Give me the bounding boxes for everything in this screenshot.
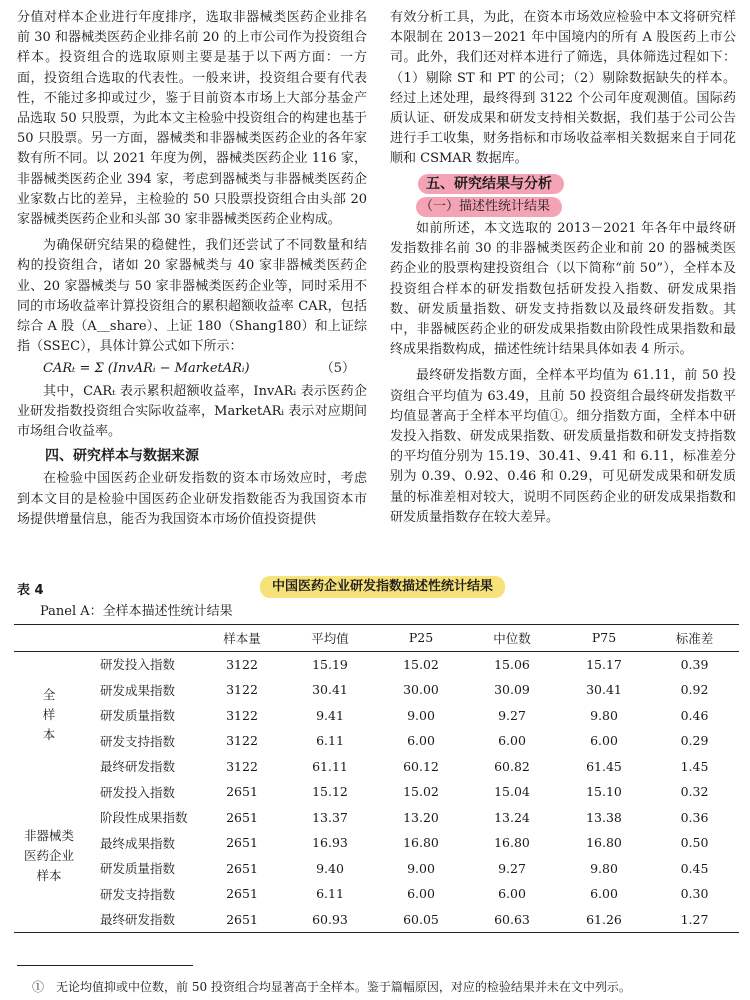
stats-table <box>14 624 739 933</box>
table-cell: 0.32 <box>680 784 709 800</box>
table-cell: 15.17 <box>586 656 622 672</box>
row-label: 研发投入指数 <box>100 784 176 800</box>
table-cell: 15.06 <box>494 656 530 672</box>
table-cell: 13.24 <box>494 809 530 825</box>
table-cell: 3122 <box>226 733 258 749</box>
table-cell: 16.80 <box>586 835 622 851</box>
right-column <box>390 8 736 528</box>
table-cell: 15.04 <box>494 784 530 800</box>
table-cell: 30.41 <box>586 682 622 698</box>
paragraph: 如前所述，本文选取的 2013－2021 年各年中最终研发指数排名前 30 的非器械类医药企业和前 20 的器械类医药企业的股票构建投资组合（以下简称“前 50”），全样本及投资组合样本的研发指数包括研发投入指数、研发成果指数、研发质量指数、研发支持指数以及最终研发指数。其中，非器械医药企业的研发成果指数由阶段性成果指数和最终成果指数构成，描述性统计结果具体如表 4 所示。 <box>390 221 736 358</box>
row-label: 最终成果指数 <box>100 835 176 851</box>
row-label: 研发成果指数 <box>100 682 176 698</box>
highlight: 五、研究结果与分析 <box>418 174 564 194</box>
table-cell: 2651 <box>226 784 258 800</box>
table-cell: 0.46 <box>680 707 709 723</box>
table-cell: 6.00 <box>590 733 618 749</box>
table-cell: 61.26 <box>586 911 622 927</box>
table-cell: 9.80 <box>590 860 618 876</box>
table-cell: 13.38 <box>586 809 622 825</box>
col-header: P25 <box>408 630 434 646</box>
table-cell: 6.11 <box>316 886 344 902</box>
table-cell: 0.45 <box>680 860 709 876</box>
table-cell: 9.40 <box>316 860 344 876</box>
table-cell: 6.00 <box>498 886 526 902</box>
table-row <box>14 779 739 805</box>
row-label: 研发质量指数 <box>100 708 176 724</box>
table-cell: 9.41 <box>316 707 344 723</box>
table-cell: 9.27 <box>498 860 526 876</box>
table-cell: 2651 <box>226 911 258 927</box>
left-column <box>17 8 367 530</box>
table-cell: 0.30 <box>680 886 709 902</box>
table-cell: 3122 <box>226 682 258 698</box>
row-label: 研发支持指数 <box>100 886 176 902</box>
row-label: 研发支持指数 <box>100 733 176 749</box>
table-row <box>14 830 739 856</box>
table-cell: 0.36 <box>680 809 709 825</box>
row-label: 研发质量指数 <box>100 861 176 877</box>
table-cell: 1.27 <box>680 911 709 927</box>
table-cell: 3122 <box>226 758 258 774</box>
table-cell: 60.93 <box>312 911 348 927</box>
group-label: 非器械类医药企业样本 <box>24 827 75 883</box>
table-cell: 6.00 <box>498 733 526 749</box>
col-header: 平均值 <box>311 630 349 646</box>
table-cell: 16.93 <box>312 835 348 851</box>
table-cell: 2651 <box>226 886 258 902</box>
row-label: 阶段性成果指数 <box>100 810 188 826</box>
table-cell: 6.00 <box>407 886 435 902</box>
formula-expression: CARₜ = Σ (InvARᵢ − MarketARᵢ) <box>43 361 250 377</box>
table-number: 表 4 <box>17 583 44 598</box>
table-cell: 30.41 <box>312 682 348 698</box>
table-cell: 9.80 <box>590 707 618 723</box>
col-header: 中位数 <box>493 630 531 646</box>
table-cell: 60.12 <box>403 758 439 774</box>
footnote: ① 无论均值抑或中位数，前 50 投资组合均显著高于全样本。鉴于篇幅原因，对应的检验结果并未在文中列示。 <box>32 980 631 994</box>
table-cell: 60.63 <box>494 911 530 927</box>
table-row <box>14 856 739 882</box>
table-cell: 16.80 <box>403 835 439 851</box>
row-label: 最终研发指数 <box>100 912 176 928</box>
table-cell: 3122 <box>226 656 258 672</box>
col-header: 样本量 <box>223 630 261 646</box>
footnote-rule <box>17 965 193 966</box>
section-heading-5 <box>418 174 736 194</box>
table-row <box>14 677 739 703</box>
highlight: （一）描述性统计结果 <box>416 197 562 217</box>
table-cell: 60.82 <box>494 758 530 774</box>
table-cell: 2651 <box>226 860 258 876</box>
row-label: 最终研发指数 <box>100 759 176 775</box>
panel-label: Panel A：全样本描述性统计结果 <box>40 604 233 619</box>
table-caption: 中国医药企业研发指数描述性统计结果 <box>260 576 505 598</box>
table-row <box>14 728 739 754</box>
paragraph: 其中，CARₜ 表示累积超额收益率，InvARᵢ 表示医药企业研发指数投资组合实际收益率，MarketARᵢ 表示对应期间市场组合收益率。 <box>17 383 367 440</box>
table-title <box>17 576 737 598</box>
section-heading-4: 四、研究样本与数据来源 <box>45 448 199 465</box>
table-cell: 0.92 <box>680 682 709 698</box>
table-cell: 9.27 <box>498 707 526 723</box>
col-header: P75 <box>591 630 617 646</box>
table-cell: 15.10 <box>586 784 622 800</box>
table-cell: 0.29 <box>680 733 709 749</box>
table-cell: 2651 <box>226 835 258 851</box>
table-cell: 9.00 <box>407 860 435 876</box>
formula-number: （5） <box>320 361 355 377</box>
paragraph: 有效分析工具，为此，在资本市场效应检验中本文将研究样本限制在 2013－2021 年中国境内的所有 A 股医药上市公司。此外，我们还对样本进行了筛选，具体筛选过程如下：（1）剔除 ST 和 PT 的公司；（2）剔除数据缺失的样本。经过上述处理，最终得到 3122 个公司年度观测值。国际药质认证、研发成果和研发支持相关数据，我们基于公司公告进行手工收集，财务指标和市场收益率相关数据来自于同花顺和 CSMAR 数据库。 <box>390 10 736 167</box>
group-label: 全样本 <box>42 687 56 743</box>
table-cell: 2651 <box>226 809 258 825</box>
table-cell: 0.39 <box>680 656 709 672</box>
table-header-row <box>14 625 739 652</box>
subsection-heading-1 <box>416 197 736 217</box>
paragraph: 为确保研究结果的稳健性，我们还尝试了不同数量和结构的投资组合，诸如 20 家器械类与 40 家非器械类医药企业、20 家器械类与 50 家非器械类医药企业等，同时采用不同的市场收益率计算投资组合的累积超额收益率 CAR，包括综合 A 股（A＿share）、上证 180（Shang180）和上证综指（SSEC），具体计算公式如下所示： <box>17 238 367 355</box>
paragraph: 在检验中国医药企业研发指数的资本市场效应时，考虑到本文目的是检验中国医药企业研发指数能否为我国资本市场提供增量信息，能否为我国资本市场价值投资提供 <box>17 471 367 527</box>
table-cell: 30.09 <box>494 682 530 698</box>
table-cell: 6.00 <box>407 733 435 749</box>
table-cell: 15.12 <box>312 784 348 800</box>
table-cell: 1.45 <box>680 758 709 774</box>
table-cell: 6.00 <box>590 886 618 902</box>
table-cell: 0.50 <box>680 835 709 851</box>
table-cell: 60.05 <box>403 911 439 927</box>
table-cell: 30.00 <box>403 682 439 698</box>
table-cell: 13.37 <box>312 809 348 825</box>
table-row <box>14 907 739 933</box>
table-cell: 15.02 <box>403 784 439 800</box>
table-cell: 61.11 <box>312 758 348 774</box>
row-label: 研发投入指数 <box>100 657 176 673</box>
table-cell: 9.00 <box>407 707 435 723</box>
table-row <box>14 805 739 831</box>
table-cell: 16.80 <box>494 835 530 851</box>
table-cell: 3122 <box>226 707 258 723</box>
col-header: 标准差 <box>675 630 714 646</box>
table-row <box>14 703 739 729</box>
paragraph: 分值对样本企业进行年度排序，选取非器械类医药企业排名前 30 和器械类医药企业排名前 20 的上市公司作为投资组合样本。投资组合的选取原则主要是基于以下两方面：一方面，投资组合选取的代表性。一般来讲，投资组合要有代表性，不能过多抑或过少，鉴于目前资本市场上大部分基金产品选取 50 只股票，为此本文主检验中投资组合的构建也基于 50 只股票。另一方面，器械类和非器械类医药企业的各年家数有所不同。以 2021 年度为例，器械类医药企业 116 家，非器械类医药企业 394 家，考虑到器械类与非器械类医药企业家数占比的差异，主检验的 50 只股票投资组合由头部 20 家器械类医药企业和头部 30 家非器械类医药企业构成。 <box>17 10 367 228</box>
formula-5 <box>17 357 367 381</box>
table-cell: 61.45 <box>586 758 622 774</box>
table-cell: 13.20 <box>403 809 439 825</box>
table-cell: 15.02 <box>403 656 439 672</box>
table-row <box>14 881 739 907</box>
table-row <box>14 754 739 780</box>
table-cell: 15.19 <box>312 656 348 672</box>
table-row <box>14 651 739 677</box>
table-cell: 6.11 <box>316 733 344 749</box>
paragraph: 最终研发指数方面，全样本平均值为 61.11，前 50 投资组合平均值为 63.49，且前 50 投资组合最终研发指数平均值显著高于全样本平均值①。细分指数方面，全样本中研发投入指数、研发成果指数、研发质量指数和研发支持指数的平均值分别为 15.19、30.41、9.41 和 6.11，标准差分别为 0.39、0.92、0.46 和 0.29，可见研发成果和研发质量的标准差相对较大，说明不同医药企业的研发成果指数和研发质量指数存在较大差异。 <box>390 368 736 525</box>
